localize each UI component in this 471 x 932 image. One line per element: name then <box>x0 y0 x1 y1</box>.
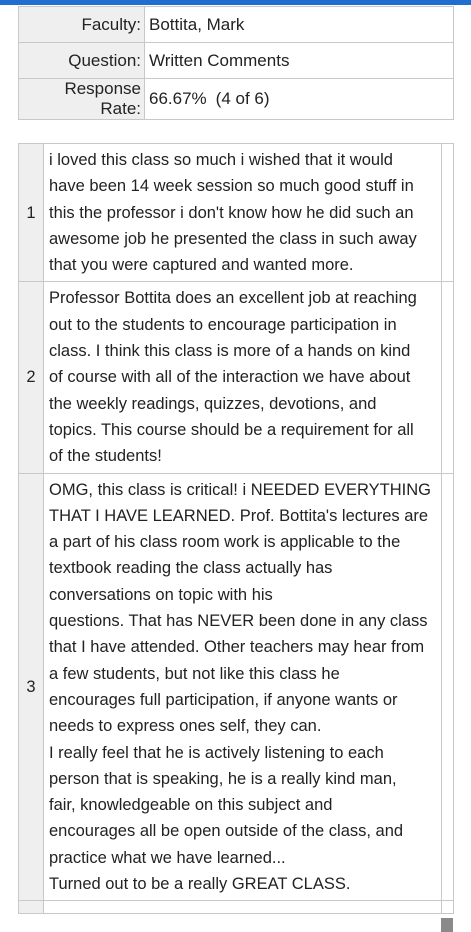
comment-row <box>19 282 454 473</box>
comment-row <box>19 473 454 901</box>
comment-line: needs to express ones self, they can. <box>49 717 322 736</box>
question-label: Question: <box>19 43 145 79</box>
comment-line: practice what we have learned... <box>49 848 286 867</box>
comment-text <box>44 473 442 901</box>
comment-line: out to the students to encourage participation in <box>49 315 397 334</box>
comment-number: 3 <box>19 473 44 901</box>
comment-line: OMG, this class is critical! i NEEDED EVERYTHING <box>49 480 432 499</box>
comment-line: I really feel that he is actively listening to each <box>49 743 384 762</box>
question-value: Written Comments <box>145 43 454 79</box>
evaluation-info-table <box>18 6 454 120</box>
comment-line: fair, knowledgeable on this subject and <box>49 796 333 815</box>
top-accent-bar <box>0 0 471 5</box>
comment-line: Professor Bottita does an excellent job at reaching <box>49 289 417 308</box>
comment-line: awesome job he presented the class in such away <box>49 229 417 248</box>
comment-line: person that is speaking, he is a really kind man, <box>49 769 397 788</box>
comment-text <box>44 282 442 473</box>
comment-line: conversations on topic with his <box>49 585 273 604</box>
faculty-label: Faculty: <box>19 7 145 43</box>
comment-line: that I have attended. Other teachers may hear from <box>49 638 425 657</box>
scrollbar-thumb[interactable] <box>441 918 453 932</box>
question-row <box>19 43 454 79</box>
comment-cell-partial <box>19 901 44 914</box>
comment-line: that you were captured and wanted more. <box>49 256 354 275</box>
comment-line: Turned out to be a really GREAT CLASS. <box>49 875 351 894</box>
comments-table <box>18 143 454 914</box>
scrollbar-gutter <box>442 282 454 473</box>
comment-cell-partial <box>442 901 454 914</box>
comment-line: encourages full participation, if anyone wants or <box>49 690 398 709</box>
comment-text <box>44 144 442 282</box>
comment-row-partial <box>19 901 454 914</box>
response-rate-label: Response Rate: <box>19 79 145 120</box>
response-rate-row <box>19 79 454 120</box>
comment-cell-partial <box>44 901 442 914</box>
comment-line: topics. This course should be a requirement for all <box>49 420 414 439</box>
comment-line: have been 14 week session so much good stuff in <box>49 177 414 196</box>
faculty-value: Bottita, Mark <box>145 7 454 43</box>
comment-line: class. I think this class is more of a hands on kind <box>49 342 411 361</box>
comment-line: textbook reading the class actually has <box>49 559 333 578</box>
comment-line: of course with all of the interaction we have about <box>49 368 411 387</box>
comment-line: encourages all be open outside of the class, and <box>49 822 404 841</box>
comment-number: 2 <box>19 282 44 473</box>
comment-line: a few students, but not like this class he <box>49 664 340 683</box>
comments-body <box>19 144 454 914</box>
comment-line: THAT I HAVE LEARNED. Prof. Bottita's lectures are <box>49 506 429 525</box>
response-rate-cell <box>145 79 454 120</box>
scrollbar-gutter <box>442 144 454 282</box>
comment-line: this the professor i don't know how he did such an <box>49 203 414 222</box>
faculty-row <box>19 7 454 43</box>
comment-number: 1 <box>19 144 44 282</box>
comment-line: a part of his class room work is applicable to the <box>49 533 401 552</box>
comment-row <box>19 144 454 282</box>
comment-line: the weekly readings, quizzes, devotions, and <box>49 394 377 413</box>
comment-line: of the students! <box>49 447 162 466</box>
comment-line: i loved this class so much i wished that it would <box>49 151 393 169</box>
comment-line: questions. That has NEVER been done in any class <box>49 612 428 631</box>
scrollbar-gutter <box>442 473 454 901</box>
response-rate-value: 66.67% <box>149 89 207 108</box>
response-rate-count: (4 of 6) <box>215 89 270 108</box>
